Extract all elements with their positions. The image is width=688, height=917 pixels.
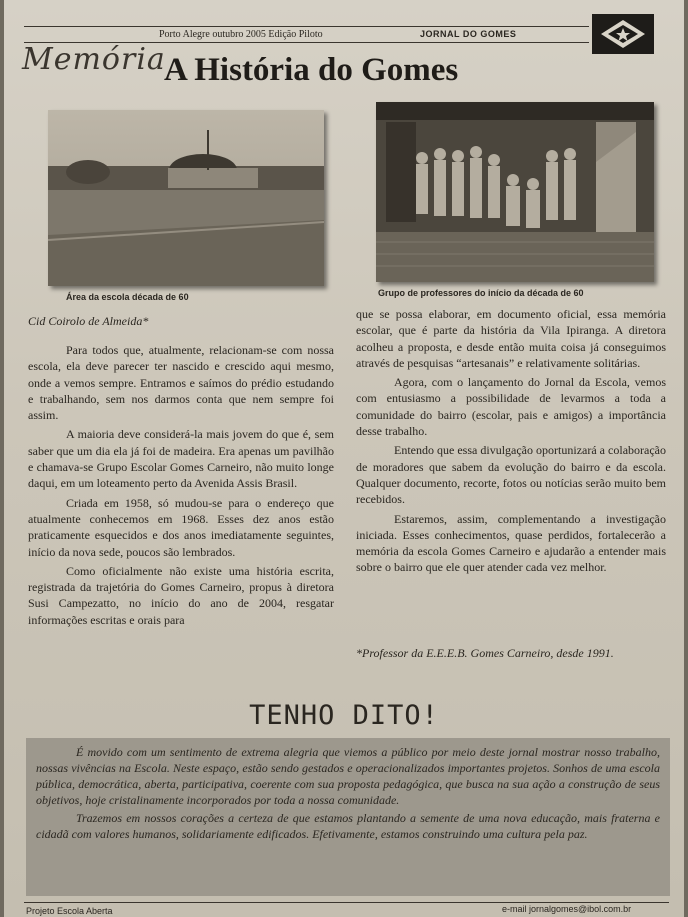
header-rule [24,26,589,27]
journal-name: JORNAL DO GOMES [420,29,517,39]
footer-rule [24,902,669,903]
article-title: A História do Gomes [164,52,459,88]
footer-email: e-mail jornalgomes@ibol.com.br [502,904,632,914]
editorial-paragraph: Trazemos em nossos corações a certeza de que estamos plantando a semente de uma nova educação, mais fraterna e cidadã com valores humanos, solidariamente edificados. Efetivamente, estamos construindo uma cultura pela paz. [36,811,660,841]
article-left-column [28,342,334,631]
photo1-caption: Área da escola década de 60 [66,292,189,302]
article-paragraph: Agora, com o lançamento do Jornal da Escola, vemos com entusiasmo a possibilidade de levarmos a toda a comunidade do bairro (escolar, pais e amigos) a importância desse trabalho. [356,375,666,439]
article-paragraph: Estaremos, assim, complementando a investigação iniciada. Esses conhecimentos, quase perdidos, fortalecerão a memória da escola Gomes Carneiro e ajudarão a entender mais sobre o bairro que ele quer atender cada vez melhor. [356,511,666,575]
footer-project: Projeto Escola Aberta [26,906,113,916]
article-paragraph-continued: que se possa elaborar, em documento oficial, essa memória escolar, que é parte da história da Vila Ipiranga. A diretora acolheu a proposta, e desde então muita coisa já conseguimos através de pesquisas “artesanais” e relativamente solitárias. [356,307,666,370]
teachers-group-photo [376,102,654,282]
article-paragraph: A maioria deve considerá-la mais jovem do que é, sem saber que um dia ela já foi de madeira. Era apenas um pavilhão e chamava-se Grupo Escolar Gomes Carneiro, não muito longe daqui, em um loteamento perto da Avenida Assis Brasil. [28,427,334,491]
issue-line: Porto Alegre outubro 2005 Edição Piloto [159,29,323,40]
author-footnote: *Professor da E.E.E.B. Gomes Carneiro, desde 1991. [356,646,614,660]
editorial-title: TENHO DITO! [249,700,439,731]
editorial-paragraph: É movido com um sentimento de extrema alegria que viemos a público por meio deste jornal mostrar nosso trabalho, nossas vivências na Escola. Neste espaço, estão sendo gestados e operacionalizados importantes projetos. Sonhos de uma escola pública, democrática, aberta, participativa, coerente com sua proposta pedagógica, que busca na sua ação a construção de seus objetivos, hoje cristalinamente incorporados por toda a nossa comunidade. [36,745,660,807]
section-label: Memória [22,42,166,77]
author-byline: Cid Coirolo de Almeida* [28,314,149,328]
school-emblem-icon [592,14,654,54]
editorial-box [26,738,670,896]
photo2-caption: Grupo de professores do início da década de 60 [378,288,584,298]
article-paragraph: Criada em 1958, só mudou-se para o endereço que atualmente conhecemos em 1968. Esses dez anos estão praticamente esquecidos e dos anos imediatamente seguintes, início da nova sede, poucos são lembrados. [28,495,334,559]
school-area-photo [48,110,324,286]
article-paragraph: Como oficialmente não existe uma história escrita, registrada da trajetória do Gomes Carneiro, propus à diretora Susi Campezatto, no início do ano de 2004, resgatar informações escritas e orais para [28,563,334,627]
article-paragraph: Para todos que, atualmente, relacionam-se com nossa escola, ela deve parecer ter nascido e crescido aqui mesmo, onde a vemos sempre. Entramos e saímos do prédio estudando e trabalhando, sem nos darmos conta que nem sempre foi assim. [28,343,334,423]
article-paragraph: Entendo que essa divulgação oportunizará a colaboração de moradores que sabem da evolução do bairro e da escola. Qualquer documento, recorte, fotos ou notícias serão muito bem recebidos. [356,443,666,507]
newspaper-page [4,0,684,917]
article-right-column [356,306,666,579]
